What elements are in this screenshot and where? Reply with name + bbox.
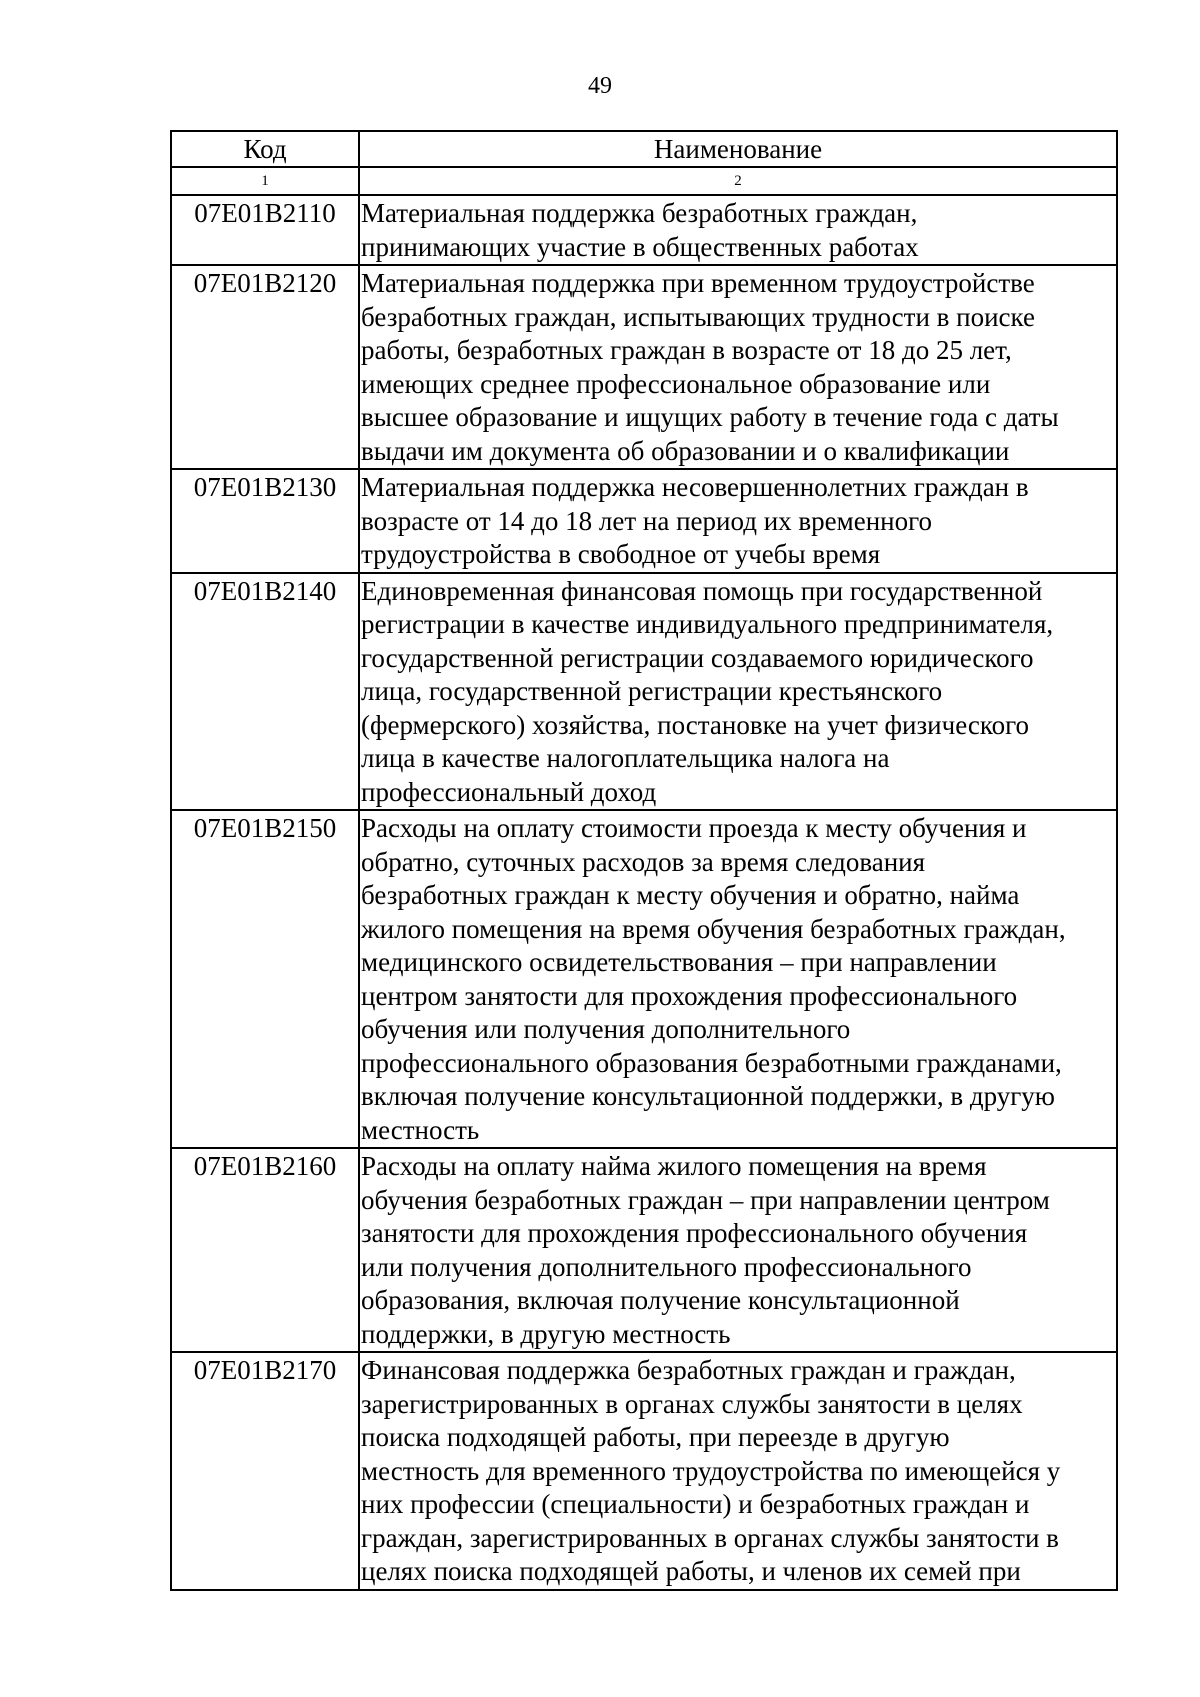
row-code: 07Е01В2130	[171, 469, 359, 573]
row-name	[359, 810, 1117, 1148]
row-code: 07Е01В2160	[171, 1148, 359, 1352]
row-name-line: Материальная поддержка при временном трудоустройстве	[361, 268, 1035, 298]
row-name-line: трудоустройства в свободное от учебы время	[361, 539, 881, 569]
row-name-line: обратно, суточных расходов за время следования	[361, 846, 926, 877]
table-header	[171, 131, 1117, 195]
row-name-line: жилого помещения на время обучения безработных граждан,	[361, 913, 1066, 944]
row-name-line: обучения безработных граждан – при направлении центром	[361, 1184, 1050, 1215]
row-name-line: профессионального образования безработными гражданами,	[361, 1047, 1062, 1078]
row-name-line: имеющих среднее профессиональное образование или	[361, 368, 991, 399]
row-name-line: обучения или получения дополнительного	[361, 1014, 851, 1044]
row-name-line: Материальная поддержка безработных граждан,	[361, 198, 918, 228]
row-name-line: лица в качестве налогоплательщика налога на	[361, 743, 890, 773]
row-name	[359, 195, 1117, 265]
row-name-line: местность	[361, 1114, 480, 1145]
row-name-line: высшее образование и ищущих работу в течение года с даты	[361, 402, 1059, 432]
row-name	[359, 469, 1117, 573]
row-name-line: них профессии (специальности) и безработных граждан и	[361, 1489, 1030, 1519]
table-row	[171, 573, 1117, 811]
row-name-line: целях поиска подходящей работы, и членов их семей при	[361, 1556, 1021, 1586]
column-number-row	[171, 167, 1117, 195]
table-row	[171, 1148, 1117, 1352]
header-name: Наименование	[359, 131, 1117, 167]
row-name-line: включая получение консультационной поддержки, в другую	[361, 1081, 1055, 1111]
row-name-line: лица, государственной регистрации крестьянского	[361, 676, 943, 706]
row-code: 07Е01В2140	[171, 573, 359, 811]
row-name-line: возрасте от 14 до 18 лет на период их временного	[361, 505, 932, 536]
row-name-line: профессиональный доход	[361, 776, 657, 807]
column-number-name: 2	[359, 167, 1117, 195]
table-row	[171, 810, 1117, 1148]
row-name-line: выдачи им документа об образовании и о квалификации	[361, 435, 1010, 466]
row-code: 07Е01В2150	[171, 810, 359, 1148]
row-code: 07Е01В2110	[171, 195, 359, 265]
table-row	[171, 195, 1117, 265]
row-code: 07Е01В2170	[171, 1352, 359, 1590]
row-name-line: регистрации в качестве индивидуального предпринимателя,	[361, 609, 1054, 639]
row-code: 07Е01В2120	[171, 265, 359, 469]
row-name-line: Материальная поддержка несовершеннолетних граждан в	[361, 472, 1029, 502]
row-name	[359, 265, 1117, 469]
row-name	[359, 573, 1117, 811]
row-name-line: государственной регистрации создаваемого юридического	[361, 642, 1034, 673]
row-name-line: (фермерского) хозяйства, постановке на учет физического	[361, 709, 1029, 740]
row-name-line: безработных граждан, испытывающих трудности в поиске	[361, 301, 1035, 332]
row-name	[359, 1148, 1117, 1352]
row-name-line: Расходы на оплату найма жилого помещения на время	[361, 1151, 987, 1181]
row-name-line: центром занятости для прохождения профессионального	[361, 980, 1018, 1011]
row-name-line: принимающих участие в общественных работах	[361, 231, 919, 262]
row-name-line: поиска подходящей работы, при переезде в другую	[361, 1422, 950, 1452]
table-row	[171, 469, 1117, 573]
table-body	[171, 195, 1117, 1590]
budget-code-table	[170, 130, 1118, 1591]
header-code: Код	[171, 131, 359, 167]
header-row	[171, 131, 1117, 167]
row-name-line: поддержки, в другую местность	[361, 1318, 731, 1349]
table-row	[171, 1352, 1117, 1590]
row-name-line: безработных граждан к месту обучения и обратно, найма	[361, 880, 1020, 910]
row-name-line: Единовременная финансовая помощь при государственной	[361, 575, 1043, 606]
row-name-line: граждан, зарегистрированных в органах службы занятости в	[361, 1522, 1059, 1553]
row-name-line: или получения дополнительного профессионального	[361, 1251, 972, 1282]
row-name-line: Расходы на оплату стоимости проезда к месту обучения и	[361, 813, 1027, 843]
row-name-line: медицинского освидетельствования – при направлении	[361, 947, 997, 977]
row-name-line: образования, включая получение консультационной	[361, 1285, 960, 1315]
page-number: 49	[588, 73, 612, 99]
row-name-line: занятости для прохождения профессионального обучения	[361, 1218, 1028, 1248]
row-name	[359, 1352, 1117, 1590]
row-name-line: местность для временного трудоустройства по имеющейся у	[361, 1455, 1061, 1486]
row-name-line: работы, безработных граждан в возрасте от 18 до 25 лет,	[361, 335, 1012, 365]
row-name-line: Финансовая поддержка безработных граждан и граждан,	[361, 1355, 1016, 1385]
column-number-code: 1	[171, 167, 359, 195]
table-row	[171, 265, 1117, 469]
row-name-line: зарегистрированных в органах службы занятости в целях	[361, 1388, 1023, 1419]
